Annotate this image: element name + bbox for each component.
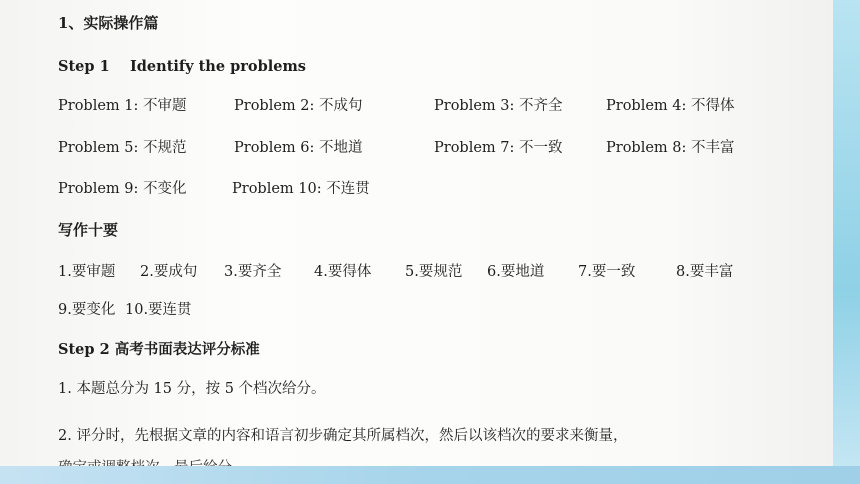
problem-item: Problem 10: 不连贯 bbox=[232, 181, 370, 197]
key-item: 4.要得体 bbox=[314, 264, 372, 280]
slide-frame-bottom bbox=[0, 466, 860, 484]
slide-frame-right bbox=[833, 0, 860, 484]
key-item: 9.要变化 bbox=[58, 302, 116, 318]
problem-item: Problem 4: 不得体 bbox=[606, 98, 735, 114]
problem-item: Problem 1: 不审题 bbox=[58, 98, 187, 114]
key-item: 6.要地道 bbox=[487, 264, 545, 280]
key-item: 2.要成句 bbox=[140, 264, 198, 280]
step2-heading: Step 2 高考书面表达评分标准 bbox=[58, 341, 260, 358]
problem-item: Problem 8: 不丰富 bbox=[606, 140, 735, 156]
problem-item: Problem 7: 不一致 bbox=[434, 140, 563, 156]
problem-item: Problem 2: 不成句 bbox=[234, 98, 363, 114]
key-item: 1.要审题 bbox=[58, 264, 116, 280]
key-item: 5.要规范 bbox=[405, 264, 463, 280]
key-item: 7.要一致 bbox=[578, 264, 636, 280]
problem-item: Problem 3: 不齐全 bbox=[434, 98, 563, 114]
step1-label: Step 1 bbox=[58, 58, 110, 75]
ten-keys-heading: 写作十要 bbox=[58, 221, 119, 239]
key-item: 3.要齐全 bbox=[224, 264, 282, 280]
problem-item: Problem 5: 不规范 bbox=[58, 140, 187, 156]
key-item: 8.要丰富 bbox=[676, 264, 734, 280]
step1-title: Identify the problems bbox=[130, 58, 306, 75]
rule-item: 1. 本题总分为 15 分，按 5 个档次给分。 bbox=[58, 381, 326, 397]
section-heading: 1、实际操作篇 bbox=[58, 14, 159, 32]
rule-item: 2. 评分时，先根据文章的内容和语言初步确定其所属档次，然后以该档次的要求来衡量， bbox=[58, 428, 628, 444]
key-item: 10.要连贯 bbox=[125, 302, 192, 318]
problem-item: Problem 9: 不变化 bbox=[58, 181, 187, 197]
problem-item: Problem 6: 不地道 bbox=[234, 140, 363, 156]
